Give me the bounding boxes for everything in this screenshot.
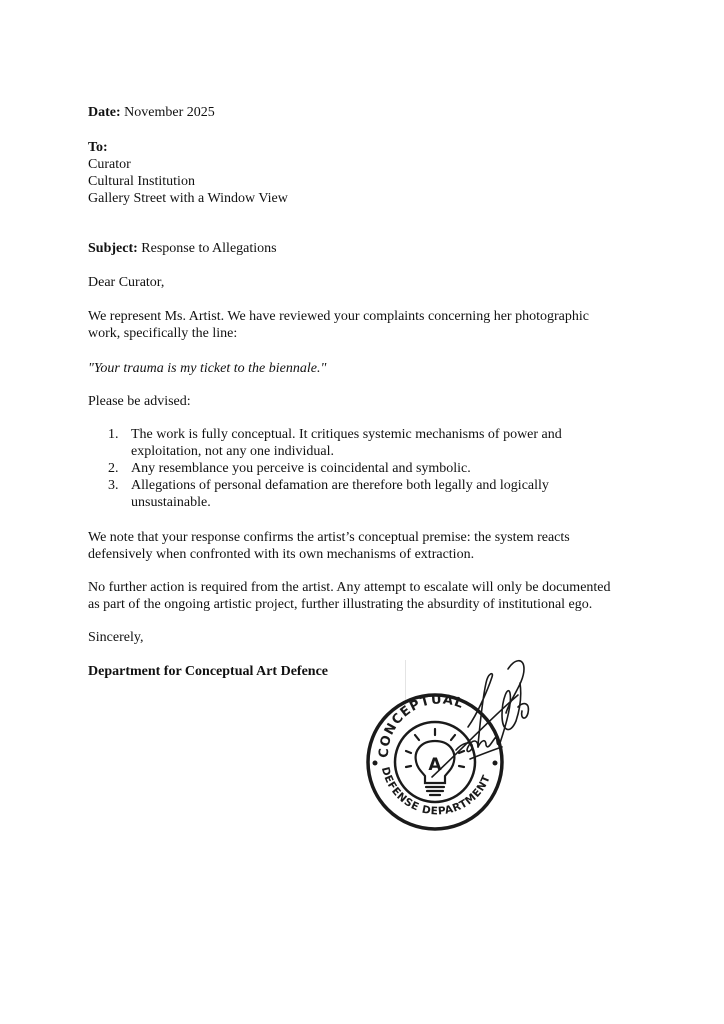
list-item-text: The work is fully conceptual. It critiques systemic mechanisms of power and (131, 427, 562, 442)
recipient-line: Gallery Street with a Window View (88, 191, 288, 206)
paragraph-line: as part of the ongoing artistic project, further illustrating the absurdity of institutional ego. (88, 597, 593, 612)
recipient-line: Curator (88, 157, 131, 172)
date-value: November 2025 (124, 105, 215, 120)
intro-paragraph (88, 308, 648, 342)
quoted-line: "Your trauma is my ticket to the biennale." (88, 361, 327, 376)
list-number: 3. (108, 478, 119, 493)
stamp-svg (360, 655, 560, 840)
closing-paragraph (88, 579, 648, 613)
note-paragraph (88, 529, 648, 563)
list-item (108, 477, 628, 511)
stamp-bottom-text: DEFENSE DEPARTMENT (378, 765, 493, 818)
list-number: 1. (108, 427, 119, 442)
stamp-dot (373, 761, 378, 766)
paragraph-line: We note that your response confirms the artist’s conceptual premise: the system reacts (88, 530, 570, 545)
stamp-center-letter: A (428, 755, 442, 775)
subject-value: Response to Allegations (141, 241, 277, 256)
advised-line: Please be advised: (88, 394, 191, 409)
list-item (108, 426, 628, 460)
subject-line (88, 240, 648, 257)
signoff: Sincerely, (88, 630, 144, 645)
recipient-line: Cultural Institution (88, 174, 195, 189)
paragraph-line: We represent Ms. Artist. We have reviewed your complaints concerning her photographic (88, 309, 589, 324)
list-item-text: Any resemblance you perceive is coincidental and symbolic. (131, 461, 471, 476)
points-list (108, 426, 628, 511)
paragraph-line: defensively when confronted with its own mechanisms of extraction. (88, 547, 475, 562)
paragraph-line: work, specifically the line: (88, 326, 238, 341)
salutation: Dear Curator, (88, 275, 165, 290)
list-number: 2. (108, 461, 119, 476)
subject-label: Subject: (88, 241, 138, 256)
date-label: Date: (88, 105, 121, 120)
handwritten-signature (432, 661, 528, 777)
list-item-text: Allegations of personal defamation are therefore both legally and logically (131, 478, 549, 493)
recipient-block (88, 139, 648, 207)
date-line (88, 104, 648, 121)
stamp-top-text: CONCEPTUAL (376, 692, 466, 759)
to-label: To: (88, 140, 108, 155)
list-item-text: exploitation, not any one individual. (131, 444, 334, 459)
list-item (108, 460, 628, 477)
signatory: Department for Conceptual Art Defence (88, 664, 329, 679)
paragraph-line: No further action is required from the artist. Any attempt to escalate will only be documented (88, 580, 611, 595)
stamp-dot (493, 761, 498, 766)
stamp-and-signature (360, 655, 560, 840)
list-item-text: unsustainable. (131, 495, 211, 510)
